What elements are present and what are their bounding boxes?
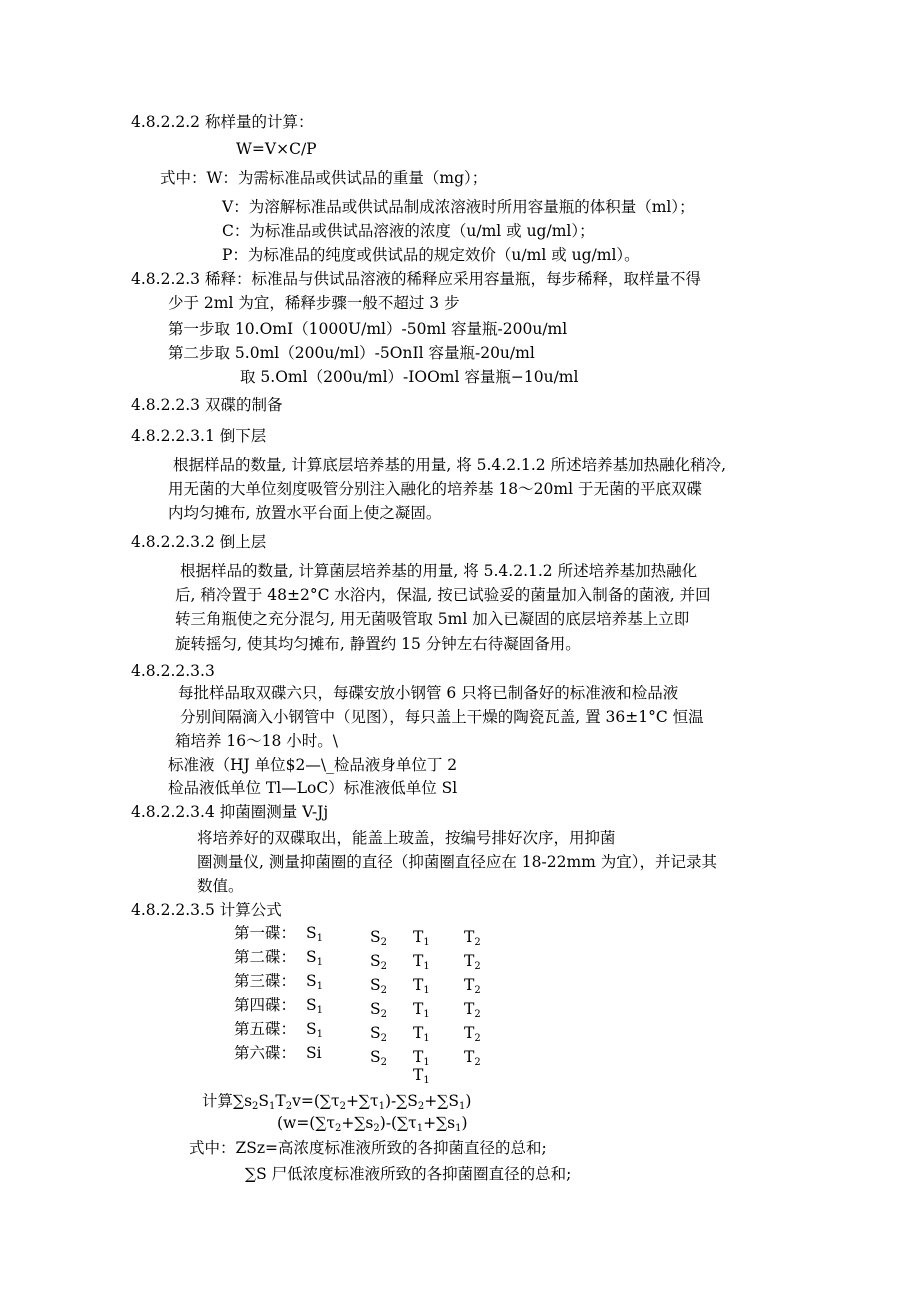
row-label: 第五碟： bbox=[234, 1020, 297, 1038]
section-heading-double-dish: 4.8.2.2.3 双碟的制备 bbox=[131, 396, 283, 414]
cell-s2: $S_2$ bbox=[370, 1048, 387, 1068]
row-label: 第一碟： bbox=[234, 924, 297, 942]
cell-s2: $S_2$ bbox=[370, 928, 387, 948]
definition-p: P：为标准品的纯度或供试品的规定效价（u∕ml 或 ug/ml）。 bbox=[222, 246, 640, 264]
layout-note-2: 检品液低单位 Tl—LoC）标准液低单位 Sl bbox=[168, 779, 458, 797]
formula-weight: W=V×C∕P bbox=[236, 140, 317, 158]
formula-line-2: ($w=(\sum\tau_2+\sum s_2)-(\sum\tau_1+\sum s_1)$ bbox=[277, 1114, 468, 1134]
cell-t1: $T_1$ bbox=[413, 976, 430, 996]
definition-v: V：为溶解标准品或供试品制成浓溶液时所用容量瓶的体积量（ml）； bbox=[222, 198, 695, 216]
upper-layer-text-2: 后, 稍冷置于 48±2°C 水浴内，保温, 按已试验妥的菌量加入制备的菌液, 并回 bbox=[175, 586, 711, 604]
cell-s1: Si bbox=[306, 1044, 322, 1062]
section-heading-upper-layer: 4.8.2.2.3.2 倒上层 bbox=[131, 533, 267, 551]
cell-s2: $S_2$ bbox=[370, 1024, 387, 1044]
dilution-step-3: 取 5.Oml（200u∕ml）-IOOml 容量瓶−10u∕ml bbox=[240, 368, 579, 386]
extra-t1: $T_1$ bbox=[413, 1066, 430, 1086]
formula-line-1: 计算$\sum s_2S_1T_2v=(\sum\tau_2+\sum\tau_1)-\sum S_2+\sum S_1$) bbox=[202, 1092, 472, 1112]
section-heading-dilution: 4.8.2.2.3 稀释：标准品与供试品溶液的稀释应采用容量瓶，每步稀释，取样量不得 bbox=[131, 270, 701, 288]
procedure-text-2: 分别间隔滴入小钢管中（见图），每只盖上干燥的陶瓷瓦盖, 置 36±1°C 恒温 bbox=[180, 708, 704, 726]
cell-t1: $T_1$ bbox=[413, 952, 430, 972]
cell-s2: $S_2$ bbox=[370, 952, 387, 972]
measure-text-1: 将培养好的双碟取出，能盖上玻盖，按编号排好次序，用抑菌 bbox=[197, 829, 616, 847]
procedure-text-1: 每批样品取双碟六只，每碟安放小钢管 6 只将已制备好的标准液和检品液 bbox=[178, 684, 679, 702]
measure-text-2: 圈测量仪, 测量抑菌圈的直径（抑菌圈直径应在 18-22mm 为宜），并记录其 bbox=[197, 853, 718, 871]
cell-s1: $S_1$ bbox=[306, 996, 323, 1016]
cell-t2: $T_2$ bbox=[464, 1024, 481, 1044]
section-heading-measure: 4.8.2.2.3.4 抑菌圈测量 V-Jj bbox=[131, 803, 329, 821]
cell-s1: $S_1$ bbox=[306, 924, 323, 944]
section-heading-lower-layer: 4.8.2.2.3.1 倒下层 bbox=[131, 427, 267, 445]
cell-t2: $T_2$ bbox=[464, 928, 481, 948]
cell-t1: $T_1$ bbox=[413, 1024, 430, 1044]
dilution-step-1: 第一步取 10.OmI（1000U/ml）-50ml 容量瓶-200u∕ml bbox=[168, 320, 568, 338]
cell-t2: $T_2$ bbox=[464, 1048, 481, 1068]
definition-c: C：为标准品或供试品溶液的浓度（u∕ml 或 ug/ml）； bbox=[222, 222, 595, 240]
cell-t2: $T_2$ bbox=[464, 976, 481, 996]
row-label: 第六碟： bbox=[234, 1044, 297, 1062]
upper-layer-text-1: 根据样品的数量, 计算菌层培养基的用量, 将 5.4.2.1.2 所述培养基加热融化 bbox=[180, 562, 698, 580]
dilution-text-cont: 少于 2ml 为宜，稀释步骤一般不超过 3 步 bbox=[168, 294, 460, 312]
row-label: 第四碟： bbox=[234, 996, 297, 1014]
lower-layer-text-1: 根据样品的数量, 计算底层培养基的用量, 将 5.4.2.1.2 所述培养基加热融化稍冷, bbox=[173, 456, 727, 474]
upper-layer-text-4: 旋转摇匀, 使其均匀摊布, 静置约 15 分钟左右待凝固备用。 bbox=[175, 635, 581, 653]
layout-note-1: 标准液（HJ 单位$2—\_检品液身单位丁 2 bbox=[168, 756, 458, 774]
note-line-1: 式中：ZSz=高浓度标准液所致的各抑菌直径的总和; bbox=[189, 1139, 547, 1157]
section-heading-formula: 4.8.2.2.3.5 计算公式 bbox=[131, 901, 282, 919]
cell-t1: $T_1$ bbox=[413, 928, 430, 948]
cell-t1: $T_1$ bbox=[413, 1000, 430, 1020]
lower-layer-text-3: 内均匀摊布, 放置水平台面上使之凝固。 bbox=[168, 504, 442, 522]
cell-s1: $S_1$ bbox=[306, 948, 323, 968]
note-line-2: ∑S 尸低浓度标准液所致的各抑菌圈直径的总和; bbox=[245, 1165, 572, 1183]
upper-layer-text-3: 转三角瓶使之充分混匀, 用无菌吸管取 5ml 加入已凝固的底层培养基上立即 bbox=[175, 610, 690, 628]
cell-s1: $S_1$ bbox=[306, 972, 323, 992]
section-heading-4-8-2-2-3-3: 4.8.2.2.3.3 bbox=[131, 662, 215, 680]
row-label: 第三碟： bbox=[234, 972, 297, 990]
definition-w: 式中：W：为需标准品或供试品的重量（mg）； bbox=[160, 169, 488, 187]
measure-text-3: 数值。 bbox=[197, 877, 244, 895]
dilution-step-2: 第二步取 5.0ml（200u∕ml）-5OnIl 容量瓶-20u∕ml bbox=[168, 344, 535, 362]
lower-layer-text-2: 用无菌的大单位刻度吸管分别注入融化的培养基 18～20ml 于无菌的平底双碟 bbox=[168, 480, 702, 498]
cell-s1: $S_1$ bbox=[306, 1020, 323, 1040]
cell-s2: $S_2$ bbox=[370, 1000, 387, 1020]
cell-t1: $T_1$ bbox=[413, 1048, 430, 1068]
row-label: 第二碟： bbox=[234, 948, 297, 966]
procedure-text-3: 箱培养 16～18 小时。\ bbox=[175, 732, 339, 750]
cell-t2: $T_2$ bbox=[464, 952, 481, 972]
cell-t2: $T_2$ bbox=[464, 1000, 481, 1020]
cell-s2: $S_2$ bbox=[370, 976, 387, 996]
section-heading-4-8-2-2-2: 4.8.2.2.2 称样量的计算： bbox=[131, 113, 314, 131]
